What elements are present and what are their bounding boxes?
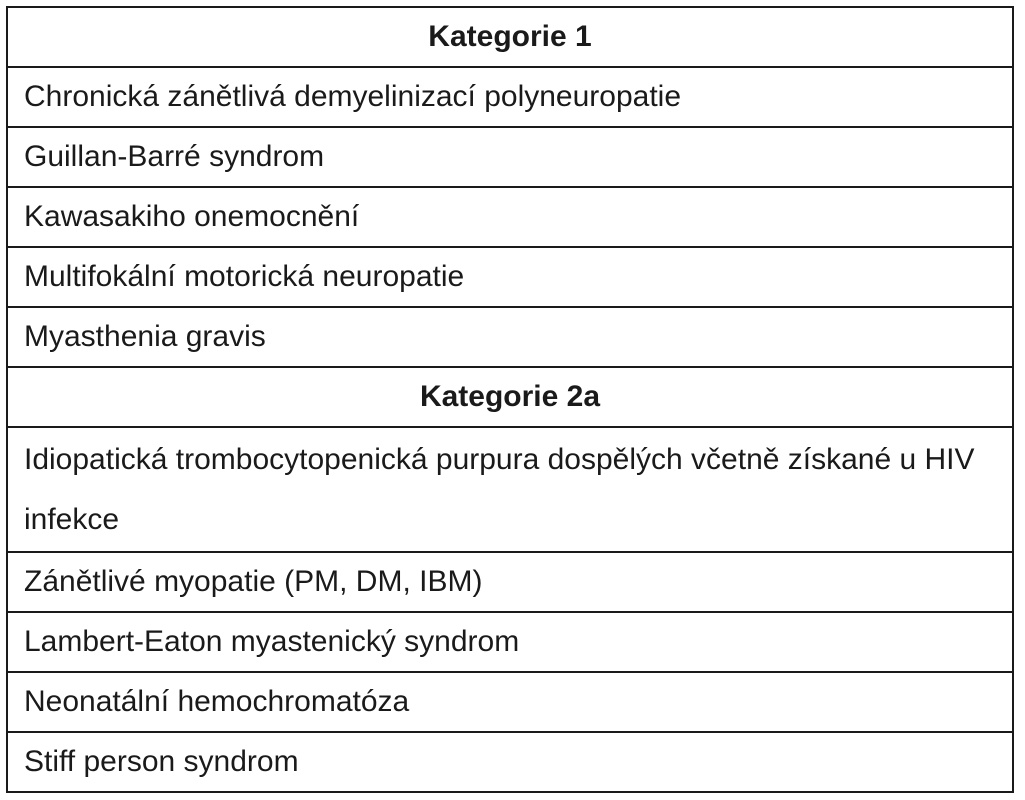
table-row [8,427,1012,551]
category-table-container [6,6,1014,793]
condition-cell: Lambert-Eaton myastenický syndrom [8,612,1012,672]
table-row [8,127,1012,187]
condition-cell: Kawasakiho onemocnění [8,187,1012,247]
category-table [8,8,1012,791]
condition-cell: Myasthenia gravis [8,307,1012,367]
table-row [8,732,1012,791]
condition-cell: Chronická zánětlivá demyelinizací polyneuropatie [8,67,1012,127]
table-row [8,552,1012,612]
table-row [8,672,1012,732]
table-row [8,247,1012,307]
table-row [8,307,1012,367]
condition-cell: Stiff person syndrom [24,744,299,778]
table-row [8,187,1012,247]
table-row [8,67,1012,127]
condition-cell: Guillan-Barré syndrom [8,127,1012,187]
condition-cell: Neonatální hemochromatóza [8,672,1012,732]
category-heading: Kategorie 1 [8,8,1012,67]
condition-cell: Zánětlivé myopatie (PM, DM, IBM) [8,552,1012,612]
category-header-row [8,367,1012,427]
condition-cell: Idiopatická trombocytopenická purpura dospělých včetně získané u HIV infekce [8,427,1012,551]
category-heading: Kategorie 2a [8,367,1012,427]
condition-cell: Multifokální motorická neuropatie [8,247,1012,307]
category-header-row [8,8,1012,67]
table-row [8,612,1012,672]
